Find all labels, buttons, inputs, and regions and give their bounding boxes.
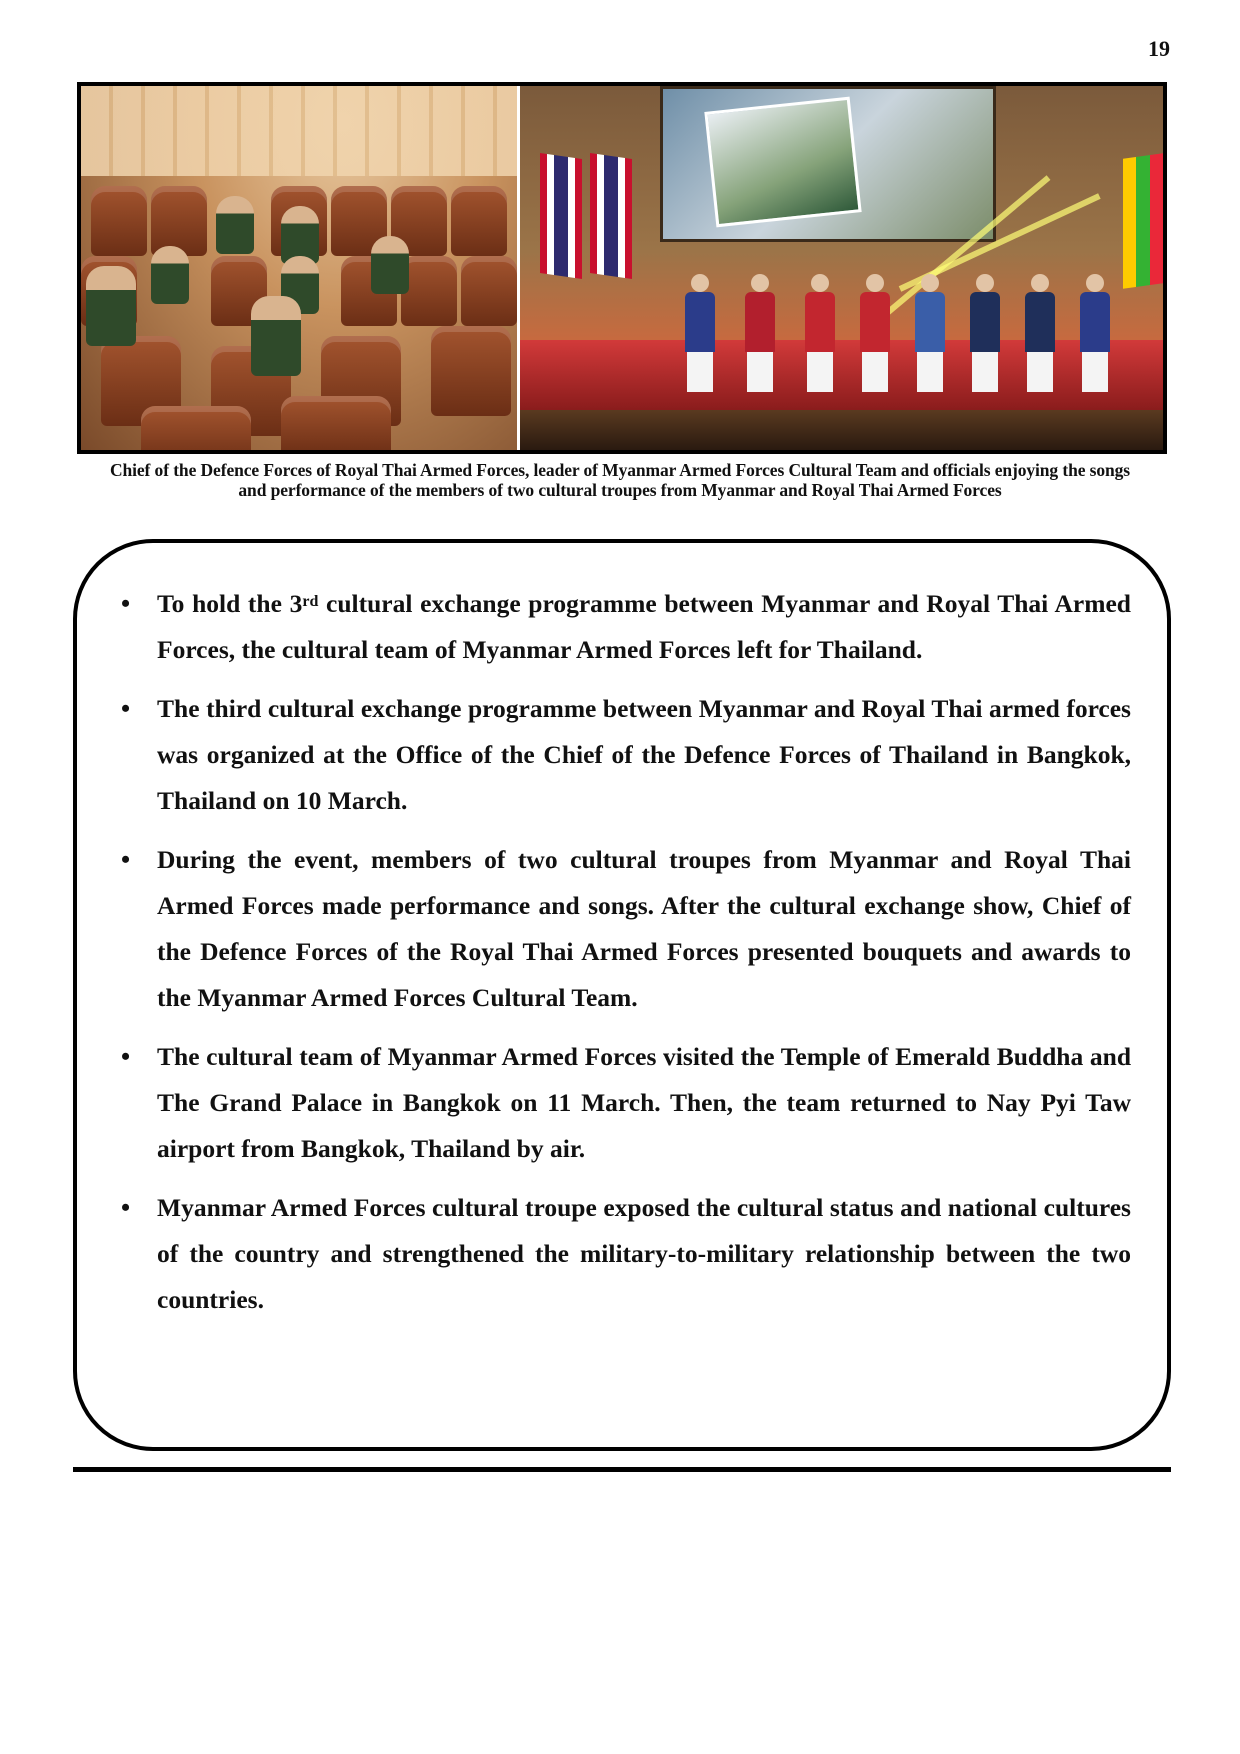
bullet-item: • To hold the 3rd cultural exchange programme between Myanmar and Royal Thai Armed Forces, the cultural team of Myanmar Armed Forces left for Thailand. (121, 581, 1131, 673)
bullet-item: • During the event, members of two cultural troupes from Myanmar and Royal Thai Armed Forces made performance and songs. After the cultural exchange show, Chief of the Defence Forces of the Royal Thai Armed Forces presented bouquets and awards to the Myanmar Armed Forces Cultural Team. (121, 837, 1131, 1021)
auditorium-photo (81, 86, 517, 450)
bullet-item: • The cultural team of Myanmar Armed Forces visited the Temple of Emerald Buddha and The Grand Palace in Bangkok on 11 March. Then, the team returned to Nay Pyi Taw airport from Bangkok, Thailand by air. (121, 1034, 1131, 1172)
page-number: 19 (1148, 36, 1170, 61)
bullet-item: • Myanmar Armed Forces cultural troupe exposed the cultural status and national cultures of the country and strengthened the military-to-military relationship between the two countries. (121, 1185, 1131, 1323)
bullet-item: • The third cultural exchange programme between Myanmar and Royal Thai armed forces was organized at the Office of the Chief of the Defence Forces of Thailand in Bangkok, Thailand on 10 March. (121, 686, 1131, 824)
content-box (73, 539, 1171, 1451)
bullet-list (121, 581, 1131, 1336)
photo-collage (77, 82, 1167, 454)
figure-caption: Chief of the Defence Forces of Royal Thai Armed Forces, leader of Myanmar Armed Forces Cultural Team and officials enjoying the songs and performance of the members of two cultural troupes from Myanmar and Royal Thai Armed Forces (109, 460, 1131, 500)
stage-performance-photo (520, 86, 1163, 450)
bottom-rule (73, 1467, 1171, 1472)
